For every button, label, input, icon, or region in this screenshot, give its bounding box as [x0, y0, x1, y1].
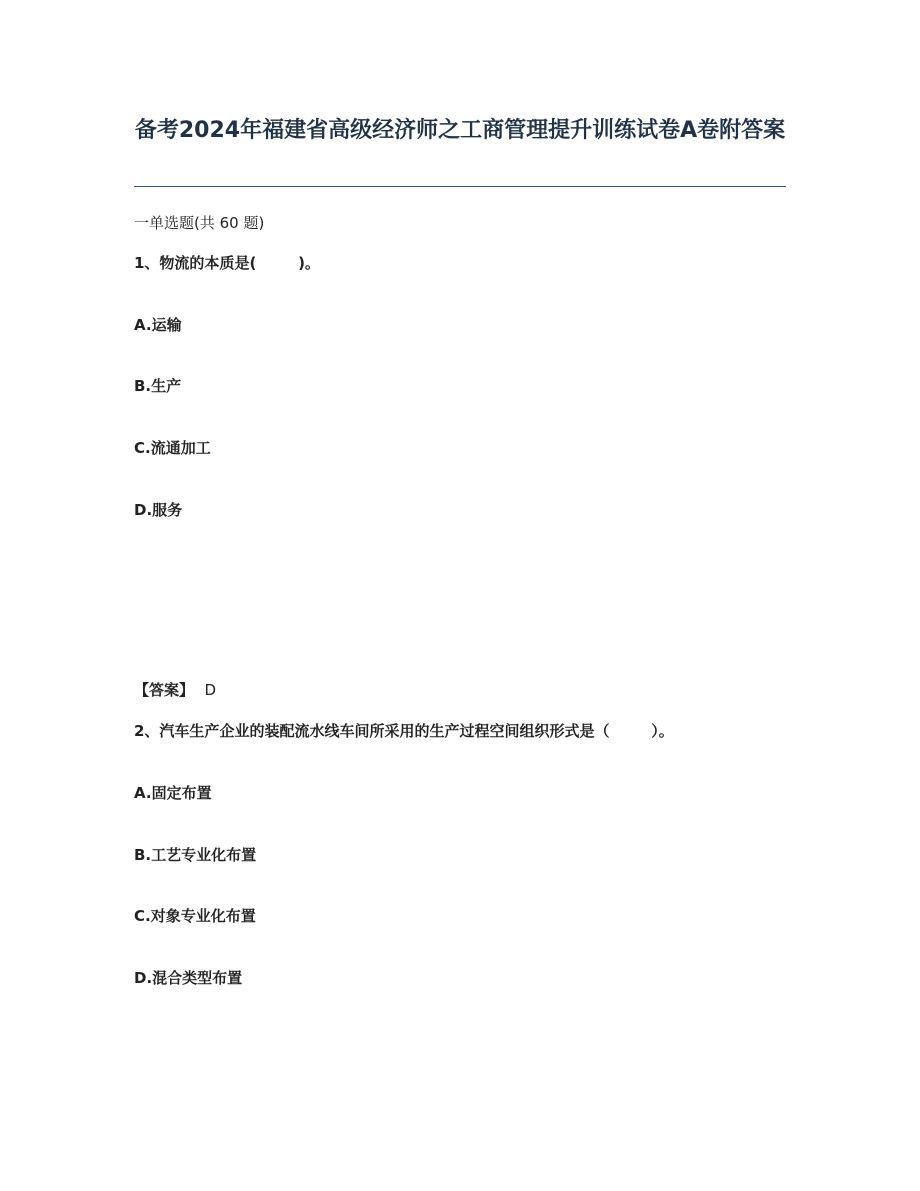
answer-value: D: [204, 681, 217, 699]
document-title: 备考2024年福建省高级经济师之工商管理提升训练试卷A卷附答案: [134, 118, 786, 143]
title-divider: [134, 186, 786, 187]
question-2-option-b: B.工艺专业化布置: [134, 846, 257, 864]
question-1-answer: [134, 680, 216, 700]
question-1-option-a: A.运输: [134, 316, 182, 334]
question-2-stem: 2、汽车生产企业的装配流水线车间所采用的生产过程空间组织形式是（ ）。: [134, 722, 674, 740]
question-1-stem: 1、物流的本质是( )。: [134, 254, 320, 272]
question-1-option-b: B.生产: [134, 377, 182, 395]
section-heading: 一单选题(共 60 题): [134, 214, 265, 232]
question-2-option-c: C.对象专业化布置: [134, 907, 256, 925]
answer-label: 【答案】: [134, 681, 195, 699]
question-1-option-c: C.流通加工: [134, 439, 211, 457]
question-2-option-a: A.固定布置: [134, 784, 212, 802]
question-1-option-d: D.服务: [134, 501, 183, 519]
question-2-option-d: D.混合类型布置: [134, 969, 243, 987]
